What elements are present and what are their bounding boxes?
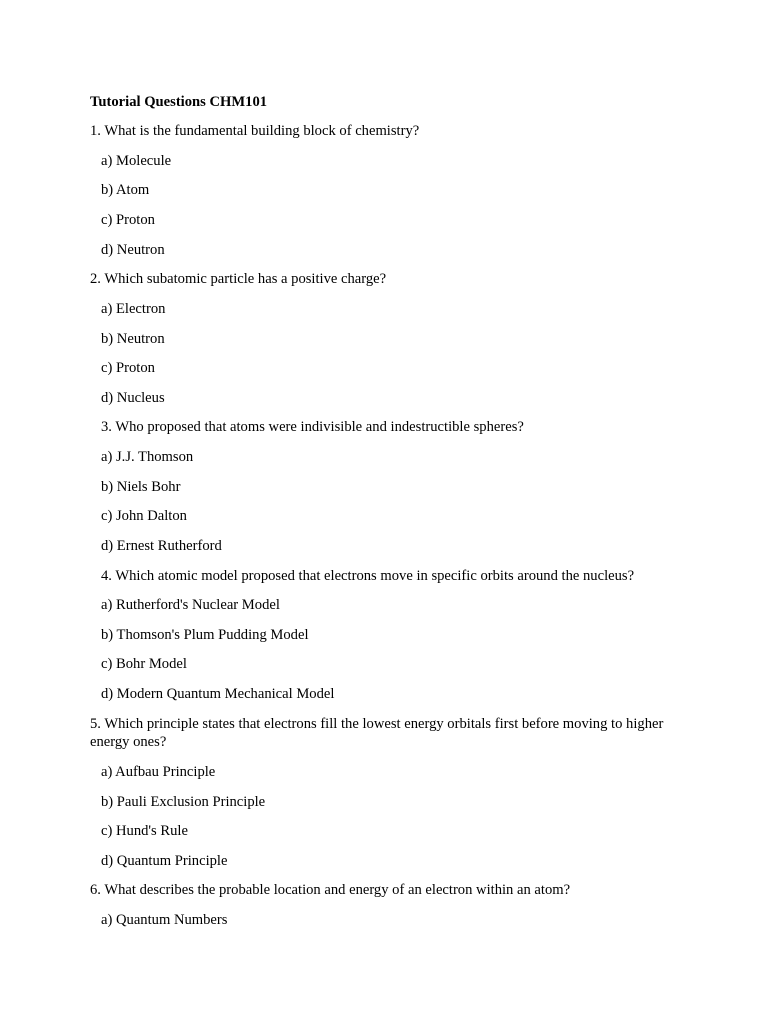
question-1: 1. What is the fundamental building block of chemistry? (90, 123, 420, 139)
option-3a: a) J.J. Thomson (101, 449, 194, 465)
option-5a: a) Aufbau Principle (101, 764, 216, 780)
option-6a: a) Quantum Numbers (101, 912, 228, 928)
document-title: Tutorial Questions CHM101 (90, 94, 268, 110)
question-5: 5. Which principle states that electrons fill the lowest energy orbitals first before moving to higher energy ones? (90, 716, 664, 750)
option-4d: d) Modern Quantum Mechanical Model (101, 686, 335, 702)
option-1b: b) Atom (101, 182, 150, 198)
option-1d: d) Neutron (101, 242, 165, 258)
option-2b: b) Neutron (101, 331, 165, 347)
question-3: 3. Who proposed that atoms were indivisible and indestructible spheres? (101, 419, 524, 435)
option-2d: d) Nucleus (101, 390, 165, 406)
question-4: 4. Which atomic model proposed that electrons move in specific orbits around the nucleus? (101, 568, 635, 584)
option-4c: c) Bohr Model (101, 656, 187, 672)
option-2c: c) Proton (101, 360, 155, 376)
option-3c: c) John Dalton (101, 508, 187, 524)
option-1c: c) Proton (101, 212, 155, 228)
question-2: 2. Which subatomic particle has a positive charge? (90, 271, 387, 287)
option-1a: a) Molecule (101, 153, 172, 169)
option-3d: d) Ernest Rutherford (101, 538, 222, 554)
option-5c: c) Hund's Rule (101, 823, 188, 839)
option-4a: a) Rutherford's Nuclear Model (101, 597, 280, 613)
option-5b: b) Pauli Exclusion Principle (101, 794, 266, 810)
option-2a: a) Electron (101, 301, 166, 317)
option-3b: b) Niels Bohr (101, 479, 181, 495)
option-5d: d) Quantum Principle (101, 853, 228, 869)
question-6: 6. What describes the probable location and energy of an electron within an atom? (90, 882, 571, 898)
option-4b: b) Thomson's Plum Pudding Model (101, 627, 309, 643)
